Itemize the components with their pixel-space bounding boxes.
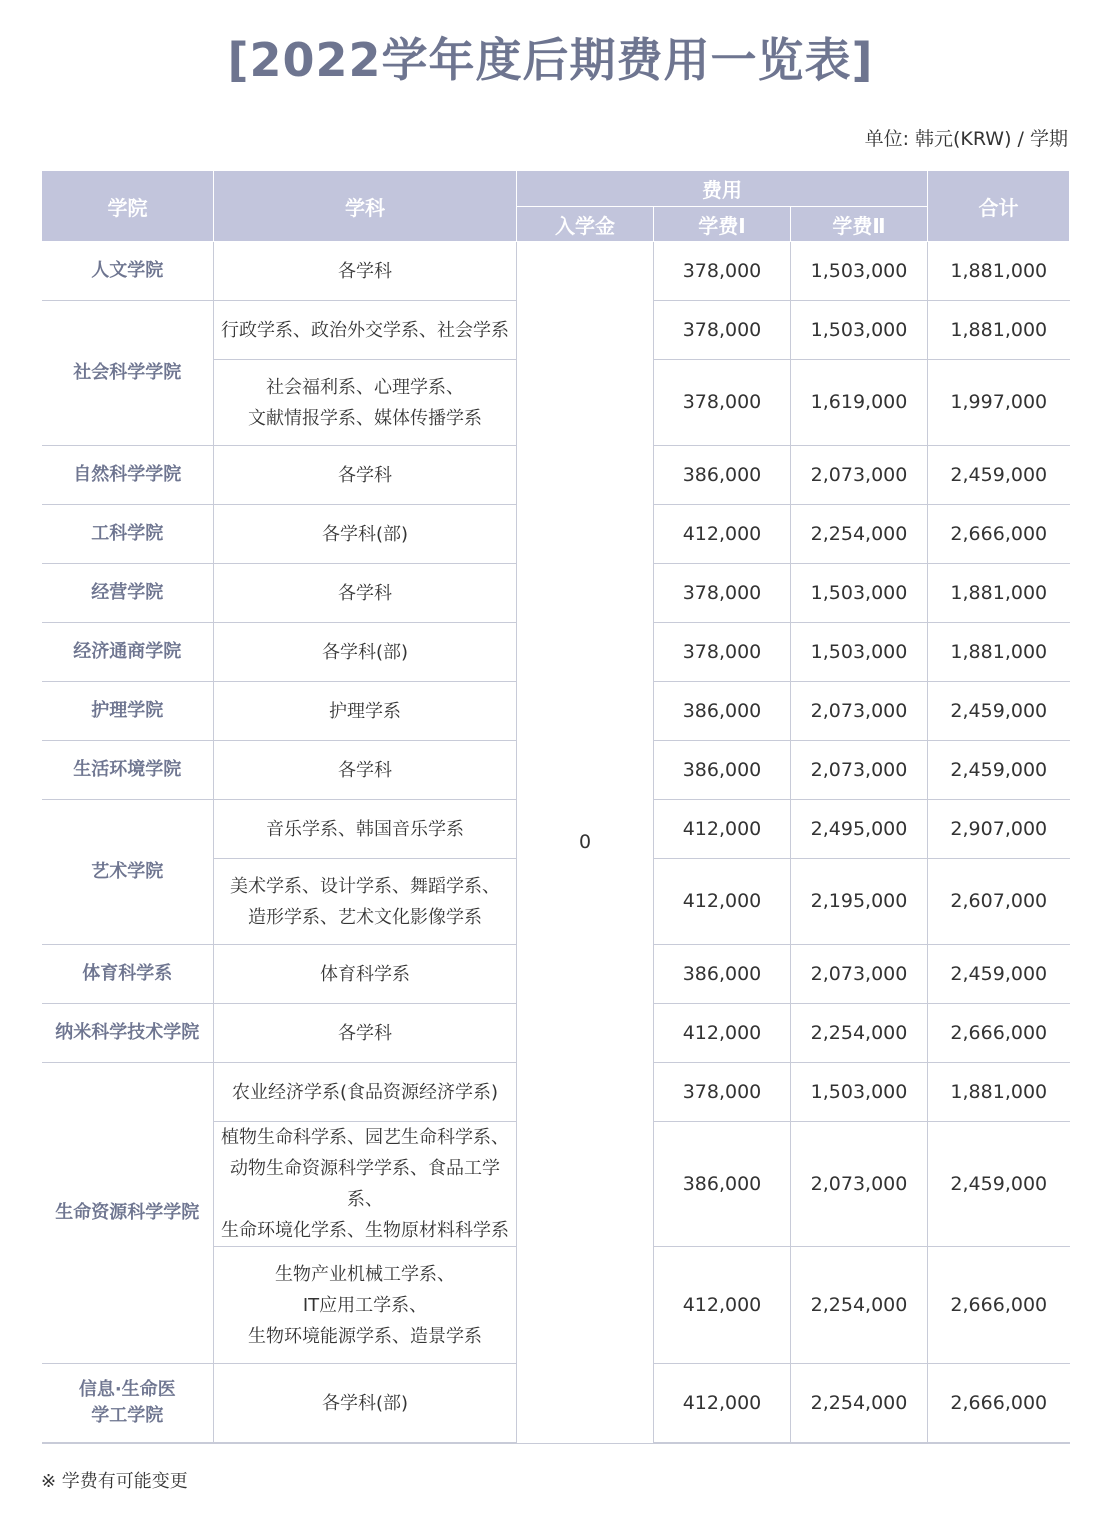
department-cell: 各学科(部): [214, 1364, 517, 1444]
tuition-1-cell: 378,000: [654, 360, 791, 446]
page-title: [2022学年度后期费用一览表]: [227, 33, 874, 87]
tuition-2-cell: 2,254,000: [791, 1004, 928, 1063]
total-cell: 1,881,000: [928, 564, 1070, 623]
tuition-1-cell: 412,000: [654, 1247, 791, 1364]
total-cell: 2,459,000: [928, 945, 1070, 1004]
total-cell: 1,881,000: [928, 242, 1070, 301]
tuition-2-cell: 1,503,000: [791, 623, 928, 682]
tuition-2-cell: 2,195,000: [791, 859, 928, 945]
unit-label: 单位: 韩元(KRW) / 学期: [864, 128, 1068, 150]
tuition-2-cell: 2,254,000: [791, 505, 928, 564]
college-cell: 信息·生命医 学工学院: [42, 1364, 214, 1444]
tuition-2-cell: 2,254,000: [791, 1364, 928, 1444]
tuition-1-cell: 412,000: [654, 1364, 791, 1444]
department-cell: 美术学系、设计学系、舞蹈学系、 造形学系、艺术文化影像学系: [214, 859, 517, 945]
tuition-2-cell: 2,495,000: [791, 800, 928, 859]
tuition-2-cell: 2,073,000: [791, 945, 928, 1004]
fee-table: [41, 170, 1070, 1444]
college-cell: 社会科学学院: [42, 301, 214, 446]
header-tuition-2: 学费Ⅱ: [791, 207, 928, 242]
tuition-2-cell: 1,503,000: [791, 1063, 928, 1122]
total-cell: 1,881,000: [928, 623, 1070, 682]
header-tuition-1: 学费Ⅰ: [654, 207, 791, 242]
department-cell: 音乐学系、韩国音乐学系: [214, 800, 517, 859]
tuition-1-cell: 412,000: [654, 800, 791, 859]
header-admission: 入学金: [517, 207, 654, 242]
tuition-1-cell: 378,000: [654, 564, 791, 623]
college-cell: 自然科学学院: [42, 446, 214, 505]
department-cell: 农业经济学系(食品资源经济学系): [214, 1063, 517, 1122]
department-cell: 生物产业机械工学系、 IT应用工学系、 生物环境能源学系、造景学系: [214, 1247, 517, 1364]
tuition-1-cell: 378,000: [654, 1063, 791, 1122]
footnote: ※ 学费有可能变更: [41, 1471, 188, 1492]
tuition-2-cell: 2,073,000: [791, 1122, 928, 1247]
total-cell: 2,607,000: [928, 859, 1070, 945]
college-cell: 工科学院: [42, 505, 214, 564]
college-cell: 经营学院: [42, 564, 214, 623]
total-cell: 2,459,000: [928, 682, 1070, 741]
tuition-2-cell: 2,073,000: [791, 741, 928, 800]
tuition-2-cell: 1,503,000: [791, 242, 928, 301]
department-cell: 各学科: [214, 242, 517, 301]
total-cell: 1,881,000: [928, 1063, 1070, 1122]
total-cell: 2,666,000: [928, 505, 1070, 564]
total-cell: 2,907,000: [928, 800, 1070, 859]
tuition-2-cell: 2,073,000: [791, 446, 928, 505]
department-cell: 植物生命科学系、园艺生命科学系、 动物生命资源科学学系、食品工学系、 生命环境化学系、生物原材料科学系: [214, 1122, 517, 1247]
tuition-1-cell: 386,000: [654, 446, 791, 505]
total-cell: 2,666,000: [928, 1004, 1070, 1063]
tuition-1-cell: 386,000: [654, 682, 791, 741]
tuition-1-cell: 412,000: [654, 505, 791, 564]
total-cell: 1,997,000: [928, 360, 1070, 446]
tuition-1-cell: 378,000: [654, 242, 791, 301]
department-cell: 各学科(部): [214, 505, 517, 564]
total-cell: 2,459,000: [928, 446, 1070, 505]
tuition-1-cell: 412,000: [654, 859, 791, 945]
tuition-1-cell: 386,000: [654, 741, 791, 800]
tuition-2-cell: 2,073,000: [791, 682, 928, 741]
table-row: [42, 242, 1070, 301]
total-cell: 2,666,000: [928, 1247, 1070, 1364]
header-college: 学院: [42, 171, 214, 242]
college-cell: 经济通商学院: [42, 623, 214, 682]
department-cell: 各学科: [214, 564, 517, 623]
college-cell: 纳米科学技术学院: [42, 1004, 214, 1063]
department-cell: 各学科: [214, 1004, 517, 1063]
college-cell: 艺术学院: [42, 800, 214, 945]
tuition-2-cell: 1,619,000: [791, 360, 928, 446]
department-cell: 护理学系: [214, 682, 517, 741]
tuition-2-cell: 1,503,000: [791, 301, 928, 360]
college-cell: 人文学院: [42, 242, 214, 301]
tuition-2-cell: 2,254,000: [791, 1247, 928, 1364]
header-department: 学科: [214, 171, 517, 242]
total-cell: 1,881,000: [928, 301, 1070, 360]
college-cell: 体育科学系: [42, 945, 214, 1004]
tuition-1-cell: 386,000: [654, 945, 791, 1004]
tuition-2-cell: 1,503,000: [791, 564, 928, 623]
total-cell: 2,459,000: [928, 1122, 1070, 1247]
admission-cell: 0: [517, 242, 654, 1444]
tuition-1-cell: 412,000: [654, 1004, 791, 1063]
department-cell: 各学科: [214, 446, 517, 505]
college-cell: 生命资源科学学院: [42, 1063, 214, 1364]
college-cell: 护理学院: [42, 682, 214, 741]
tuition-1-cell: 386,000: [654, 1122, 791, 1247]
total-cell: 2,666,000: [928, 1364, 1070, 1444]
department-cell: 社会福利系、心理学系、 文献情报学系、媒体传播学系: [214, 360, 517, 446]
department-cell: 体育科学系: [214, 945, 517, 1004]
header-total: 合计: [928, 171, 1070, 242]
header-fees: 费用: [517, 171, 928, 207]
tuition-1-cell: 378,000: [654, 301, 791, 360]
department-cell: 行政学系、政治外交学系、社会学系: [214, 301, 517, 360]
department-cell: 各学科(部): [214, 623, 517, 682]
tuition-1-cell: 378,000: [654, 623, 791, 682]
college-cell: 生活环境学院: [42, 741, 214, 800]
total-cell: 2,459,000: [928, 741, 1070, 800]
department-cell: 各学科: [214, 741, 517, 800]
